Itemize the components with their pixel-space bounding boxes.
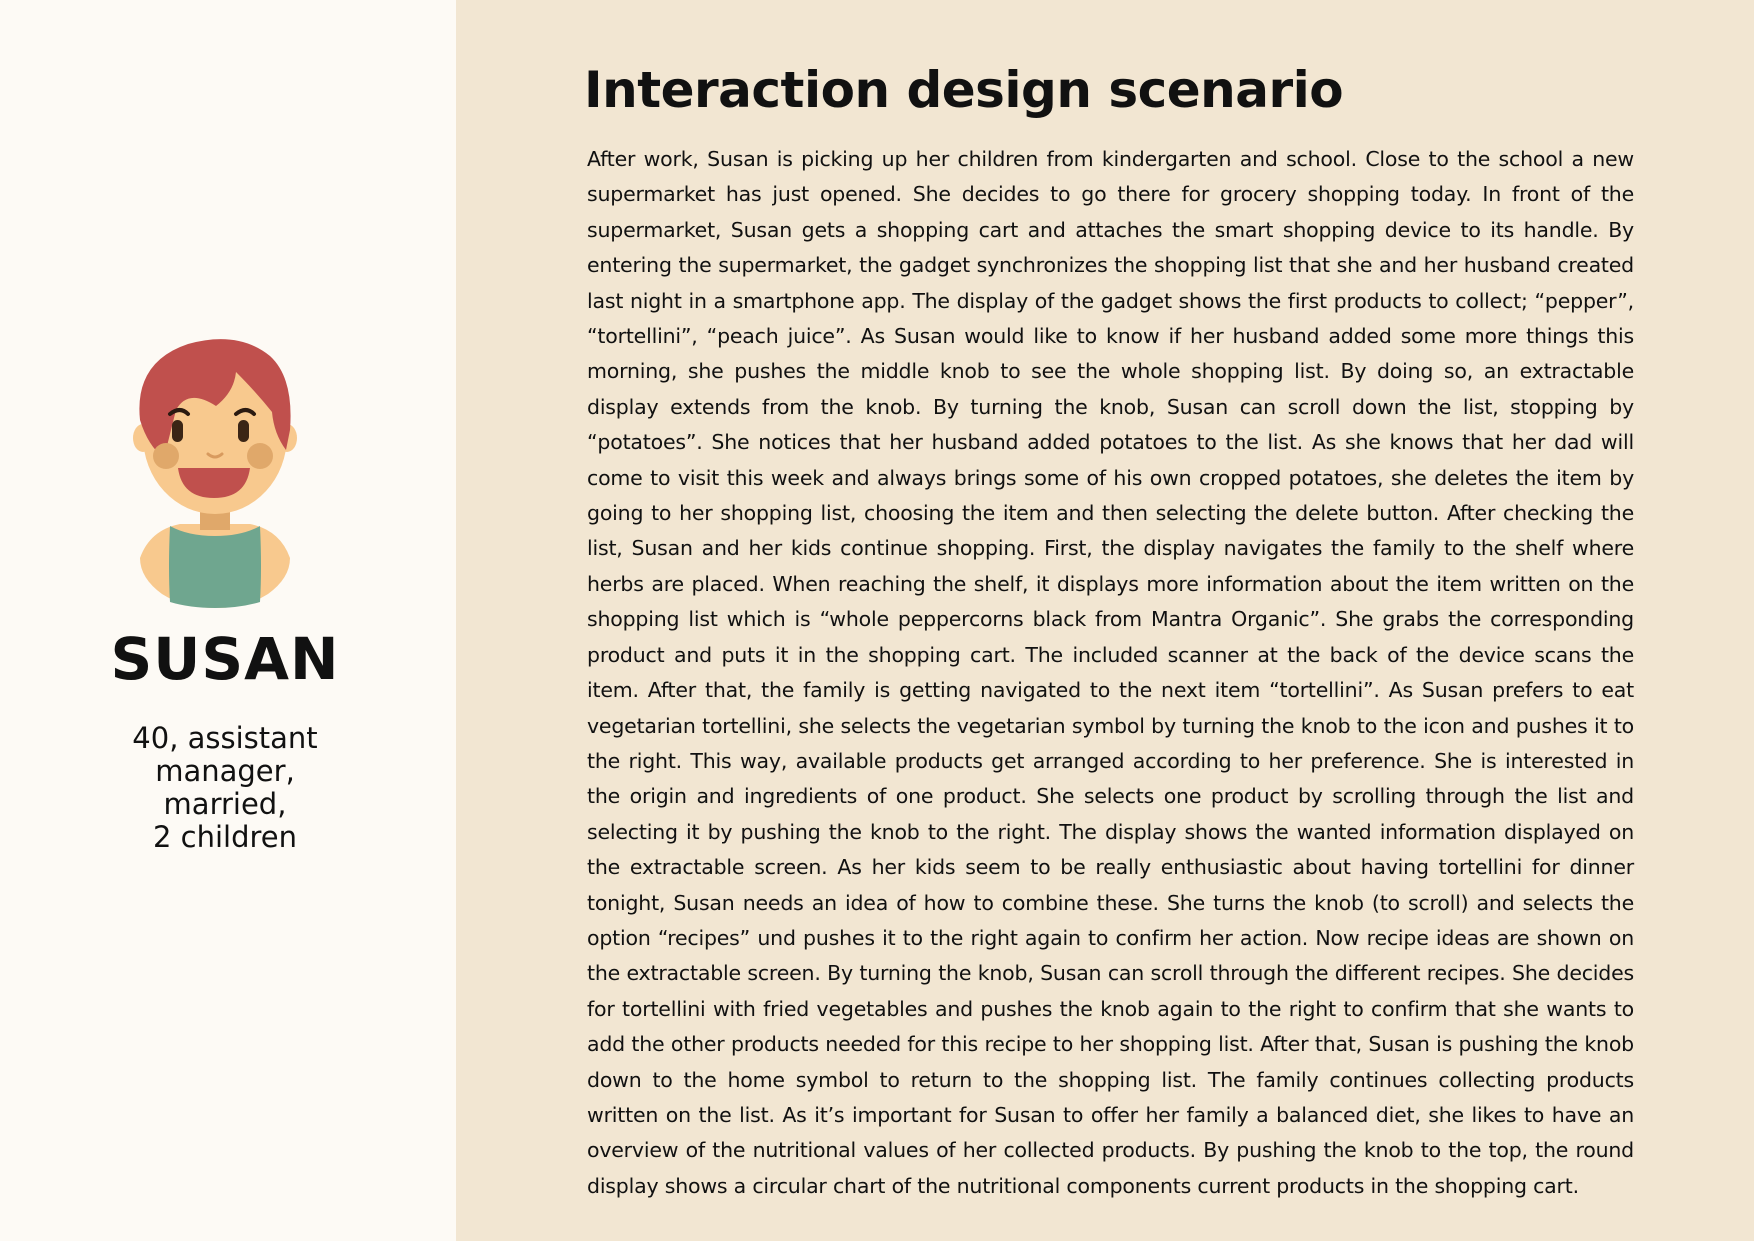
page-title: Interaction design scenario [584,61,1344,119]
woman-avatar-icon [128,338,302,610]
persona-sidebar [0,0,456,1241]
scenario-body-text: After work, Susan is picking up her children from kindergarten and school. Close to the school a new supermarket has just opened. She decides to go there for grocery shopping today. In front of the supermarket, Susan gets a shopping cart and attaches the smart shopping device to its handle. By entering the supermarket, the gadget synchronizes the shopping list that she and her husband created last night in a smartphone app. The display of the gadget shows the first products to collect; “pepper”, “tortellini”, “peach juice”. As Susan would like to know if her husband added some more things this morning, she pushes the middle knob to see the whole shopping list. By doing so, an extractable display extends from the knob. By turning the knob, Susan can scroll down the list, stopping by “potatoes”. She notices that her husband added potatoes to the list. As she knows that her dad will come to visit this week and always brings some of his own cropped potatoes, she deletes the item by going to her shopping list, choosing the item and then selecting the delete button. After checking the list, Susan and her kids continue shopping. First, the display navigates the family to the shelf where herbs are placed. When reaching the shelf, it displays more information about the item written on the shopping list which is “whole peppercorns black from Mantra Organic”. She grabs the corresponding product and puts it in the shopping cart. The included scanner at the back of the device scans the item. After that, the family is getting navigated to the next item “tortellini”. As Susan prefers to eat vegetarian tortellini, she selects the vegetarian symbol by turning the knob to the icon and pushes it to the right. This way, available products get arranged according to her preference. She is interested in the origin and ingredients of one product. She selects one product by scrolling through the list and selecting it by pushing the knob to the right. The display shows the wanted information displayed on the extractable screen. As her kids seem to be really enthusiastic about having tortellini for dinner tonight, Susan needs an idea of how to combine these. She turns the knob (to scroll) and selects the option “recipes” und pushes it to the right again to confirm her action. Now recipe ideas are shown on the extractable screen. By turning the knob, Susan can scroll through the different recipes. She decides for tortellini with fried vegetables and pushes the knob again to the right to confirm that she wants to add the other products needed for this recipe to her shopping list. After that, Susan is pushing the knob down to the home symbol to return to the shopping list. The family continues collecting products written on the list. As it’s important for Susan to offer her family a balanced diet, she likes to have an overview of the nutritional values of her collected products. By pushing the knob to the top, the round display shows a circular chart of the nutritional components current products in the shopping cart. [587,147,1634,1198]
persona-name: SUSAN [110,625,340,693]
persona-details: 40, assistant manager, married, 2 children [132,721,318,854]
